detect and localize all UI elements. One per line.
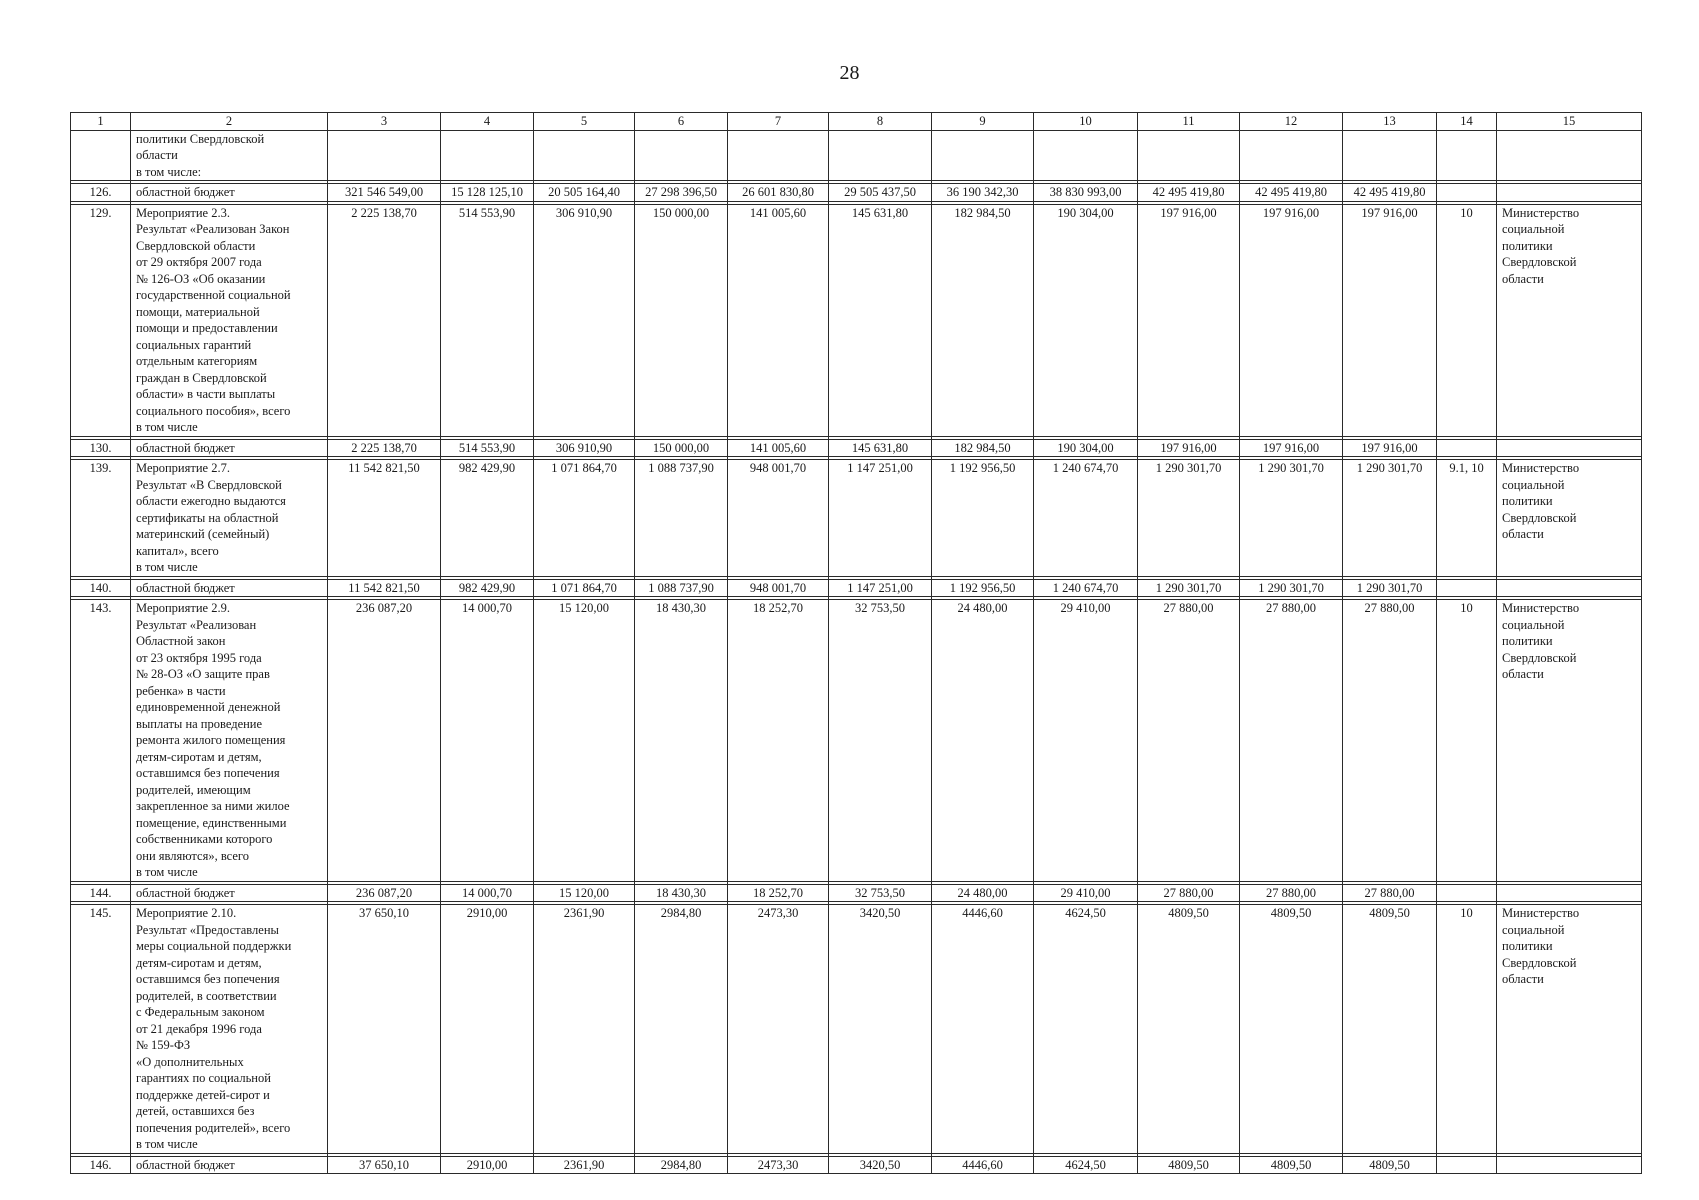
value-cell: 321 546 549,00 [328,184,441,202]
responsible-executor-cell [1497,579,1642,597]
value-cell: 42 495 419,80 [1240,184,1343,202]
value-cell [1138,130,1240,181]
value-cell: 2361,90 [534,905,635,1154]
row-number-cell: 130. [71,439,131,457]
column-number: 7 [728,113,829,131]
value-cell: 3420,50 [829,905,932,1154]
value-cell: 29 505 437,50 [829,184,932,202]
row-number-cell: 139. [71,460,131,577]
value-cell [328,130,441,181]
value-cell: 18 430,30 [635,884,728,902]
value-cell: 15 120,00 [534,884,635,902]
table-row [71,439,1642,457]
table-row [71,460,1642,577]
value-cell: 1 071 864,70 [534,460,635,577]
target-indicator-cell: 9.1, 10 [1437,460,1497,577]
value-cell: 141 005,60 [728,439,829,457]
value-cell: 197 916,00 [1240,204,1343,436]
description-cell: областной бюджет [131,1156,328,1174]
value-cell: 29 410,00 [1034,600,1138,882]
description-cell: областной бюджет [131,184,328,202]
value-cell: 306 910,90 [534,439,635,457]
column-number: 6 [635,113,728,131]
value-cell [1240,130,1343,181]
value-cell: 141 005,60 [728,204,829,436]
value-cell: 182 984,50 [932,439,1034,457]
responsible-executor-cell [1497,1156,1642,1174]
value-cell: 24 480,00 [932,884,1034,902]
value-cell: 1 240 674,70 [1034,579,1138,597]
row-number-cell: 144. [71,884,131,902]
value-cell: 27 880,00 [1240,600,1343,882]
value-cell: 2910,00 [441,1156,534,1174]
value-cell: 236 087,20 [328,600,441,882]
page-number: 28 [839,62,860,84]
table-row [71,600,1642,882]
value-cell: 20 505 164,40 [534,184,635,202]
target-indicator-cell [1437,130,1497,181]
value-cell: 14 000,70 [441,600,534,882]
value-cell: 1 290 301,70 [1343,460,1437,577]
value-cell: 18 252,70 [728,600,829,882]
description-cell: Мероприятие 2.7. Результат «В Свердловской области ежегодно выдаются сертификаты на областной материнский (семейный) капитал», всего в том числе [131,460,328,577]
value-cell: 37 650,10 [328,905,441,1154]
value-cell: 37 650,10 [328,1156,441,1174]
column-number: 11 [1138,113,1240,131]
value-cell: 15 128 125,10 [441,184,534,202]
value-cell: 3420,50 [829,1156,932,1174]
value-cell: 4809,50 [1240,1156,1343,1174]
value-cell: 1 088 737,90 [635,460,728,577]
value-cell: 982 429,90 [441,460,534,577]
value-cell: 2984,80 [635,1156,728,1174]
description-cell: Мероприятие 2.9. Результат «Реализован Областной закон от 23 октября 1995 года № 28-ОЗ «О защите прав ребенка» в части единовременной денежной выплаты на проведение ремонта жилого помещения детям-сиротам и детям, оставшимся без попечения родителей, имеющим закрепленное за ними жилое помещение, единственными собственниками которого они являются», всего в том числе [131,600,328,882]
value-cell: 190 304,00 [1034,439,1138,457]
description-cell: Мероприятие 2.10. Результат «Предоставлены меры социальной поддержки детям-сиротам и детям, оставшимся без попечения родителей, в соответствии с Федеральным законом от 21 декабря 1996 года № 159-ФЗ «О дополнительных гарантиях по социальной поддержке детей-сирот и детей, оставшихся без попечения родителей», всего в том числе [131,905,328,1154]
value-cell: 514 553,90 [441,439,534,457]
value-cell: 4809,50 [1343,1156,1437,1174]
value-cell: 26 601 830,80 [728,184,829,202]
responsible-executor-cell: Министерство социальной политики Свердловской области [1497,905,1642,1154]
value-cell: 197 916,00 [1240,439,1343,457]
value-cell: 1 290 301,70 [1240,460,1343,577]
value-cell: 18 252,70 [728,884,829,902]
value-cell: 32 753,50 [829,884,932,902]
description-cell: политики Свердловской области в том числе: [131,130,328,181]
responsible-executor-cell [1497,184,1642,202]
value-cell: 42 495 419,80 [1138,184,1240,202]
value-cell: 2 225 138,70 [328,439,441,457]
value-cell: 2361,90 [534,1156,635,1174]
value-cell [635,130,728,181]
column-number: 1 [71,113,131,131]
column-number: 12 [1240,113,1343,131]
row-number-cell: 129. [71,204,131,436]
value-cell: 32 753,50 [829,600,932,882]
responsible-executor-cell: Министерство социальной политики Свердловской области [1497,204,1642,436]
column-number: 15 [1497,113,1642,131]
target-indicator-cell [1437,579,1497,597]
value-cell: 27 880,00 [1240,884,1343,902]
description-cell: областной бюджет [131,579,328,597]
responsible-executor-cell [1497,439,1642,457]
value-cell: 1 071 864,70 [534,579,635,597]
value-cell: 42 495 419,80 [1343,184,1437,202]
column-number: 3 [328,113,441,131]
value-cell [932,130,1034,181]
value-cell: 145 631,80 [829,439,932,457]
value-cell: 27 880,00 [1138,884,1240,902]
column-number: 2 [131,113,328,131]
target-indicator-cell [1437,884,1497,902]
value-cell: 982 429,90 [441,579,534,597]
value-cell: 236 087,20 [328,884,441,902]
responsible-executor-cell: Министерство социальной политики Свердловской области [1497,600,1642,882]
value-cell: 27 880,00 [1343,884,1437,902]
value-cell: 29 410,00 [1034,884,1138,902]
row-number-cell: 145. [71,905,131,1154]
value-cell: 4809,50 [1240,905,1343,1154]
value-cell [728,130,829,181]
value-cell: 14 000,70 [441,884,534,902]
table-row [71,1156,1642,1174]
value-cell: 306 910,90 [534,204,635,436]
value-cell: 24 480,00 [932,600,1034,882]
target-indicator-cell: 10 [1437,204,1497,436]
value-cell: 2473,30 [728,1156,829,1174]
table-row [71,184,1642,202]
value-cell: 27 880,00 [1343,600,1437,882]
value-cell: 1 290 301,70 [1240,579,1343,597]
value-cell: 948 001,70 [728,579,829,597]
value-cell: 4624,50 [1034,1156,1138,1174]
value-cell: 150 000,00 [635,204,728,436]
value-cell: 514 553,90 [441,204,534,436]
column-number: 13 [1343,113,1437,131]
value-cell: 4624,50 [1034,905,1138,1154]
description-cell: областной бюджет [131,439,328,457]
value-cell: 11 542 821,50 [328,579,441,597]
row-number-cell: 140. [71,579,131,597]
value-cell: 1 192 956,50 [932,579,1034,597]
value-cell: 1 088 737,90 [635,579,728,597]
value-cell: 36 190 342,30 [932,184,1034,202]
value-cell: 1 290 301,70 [1138,460,1240,577]
column-number: 5 [534,113,635,131]
value-cell: 27 298 396,50 [635,184,728,202]
value-cell: 182 984,50 [932,204,1034,436]
row-number-cell: 126. [71,184,131,202]
table-row [71,579,1642,597]
value-cell: 18 430,30 [635,600,728,882]
table-row [71,884,1642,902]
value-cell [534,130,635,181]
row-number-cell: 146. [71,1156,131,1174]
target-indicator-cell [1437,184,1497,202]
value-cell: 2 225 138,70 [328,204,441,436]
value-cell: 4809,50 [1343,905,1437,1154]
value-cell: 197 916,00 [1343,204,1437,436]
description-cell: областной бюджет [131,884,328,902]
value-cell [1343,130,1437,181]
table-row [71,130,1642,181]
target-indicator-cell: 10 [1437,600,1497,882]
responsible-executor-cell [1497,130,1642,181]
value-cell: 150 000,00 [635,439,728,457]
value-cell: 1 147 251,00 [829,460,932,577]
value-cell: 197 916,00 [1343,439,1437,457]
column-number: 9 [932,113,1034,131]
value-cell [829,130,932,181]
row-number-cell: 143. [71,600,131,882]
value-cell: 11 542 821,50 [328,460,441,577]
value-cell: 4809,50 [1138,1156,1240,1174]
target-indicator-cell [1437,439,1497,457]
value-cell: 38 830 993,00 [1034,184,1138,202]
value-cell: 15 120,00 [534,600,635,882]
table-row [71,905,1642,1154]
value-cell: 1 240 674,70 [1034,460,1138,577]
value-cell: 145 631,80 [829,204,932,436]
responsible-executor-cell: Министерство социальной политики Свердловской области [1497,460,1642,577]
value-cell: 2910,00 [441,905,534,1154]
column-number: 14 [1437,113,1497,131]
target-indicator-cell [1437,1156,1497,1174]
value-cell [441,130,534,181]
value-cell: 1 290 301,70 [1343,579,1437,597]
column-number: 10 [1034,113,1138,131]
value-cell: 2984,80 [635,905,728,1154]
row-number-cell [71,130,131,181]
value-cell: 190 304,00 [1034,204,1138,436]
value-cell: 4809,50 [1138,905,1240,1154]
column-number-row [71,113,1642,131]
value-cell: 197 916,00 [1138,204,1240,436]
table-row [71,204,1642,436]
value-cell: 1 290 301,70 [1138,579,1240,597]
column-number: 8 [829,113,932,131]
value-cell: 2473,30 [728,905,829,1154]
budget-table [70,112,1642,1174]
target-indicator-cell: 10 [1437,905,1497,1154]
value-cell: 1 147 251,00 [829,579,932,597]
value-cell [1034,130,1138,181]
column-number: 4 [441,113,534,131]
value-cell: 1 192 956,50 [932,460,1034,577]
responsible-executor-cell [1497,884,1642,902]
value-cell: 27 880,00 [1138,600,1240,882]
value-cell: 948 001,70 [728,460,829,577]
value-cell: 4446,60 [932,1156,1034,1174]
value-cell: 197 916,00 [1138,439,1240,457]
value-cell: 4446,60 [932,905,1034,1154]
description-cell: Мероприятие 2.3. Результат «Реализован Закон Свердловской области от 29 октября 2007 года № 126-ОЗ «Об оказании государственной социальной помощи, материальной помощи и предоставлении социальных гарантий отдельным категориям граждан в Свердловской области» в части выплаты социального пособия», всего в том числе [131,204,328,436]
